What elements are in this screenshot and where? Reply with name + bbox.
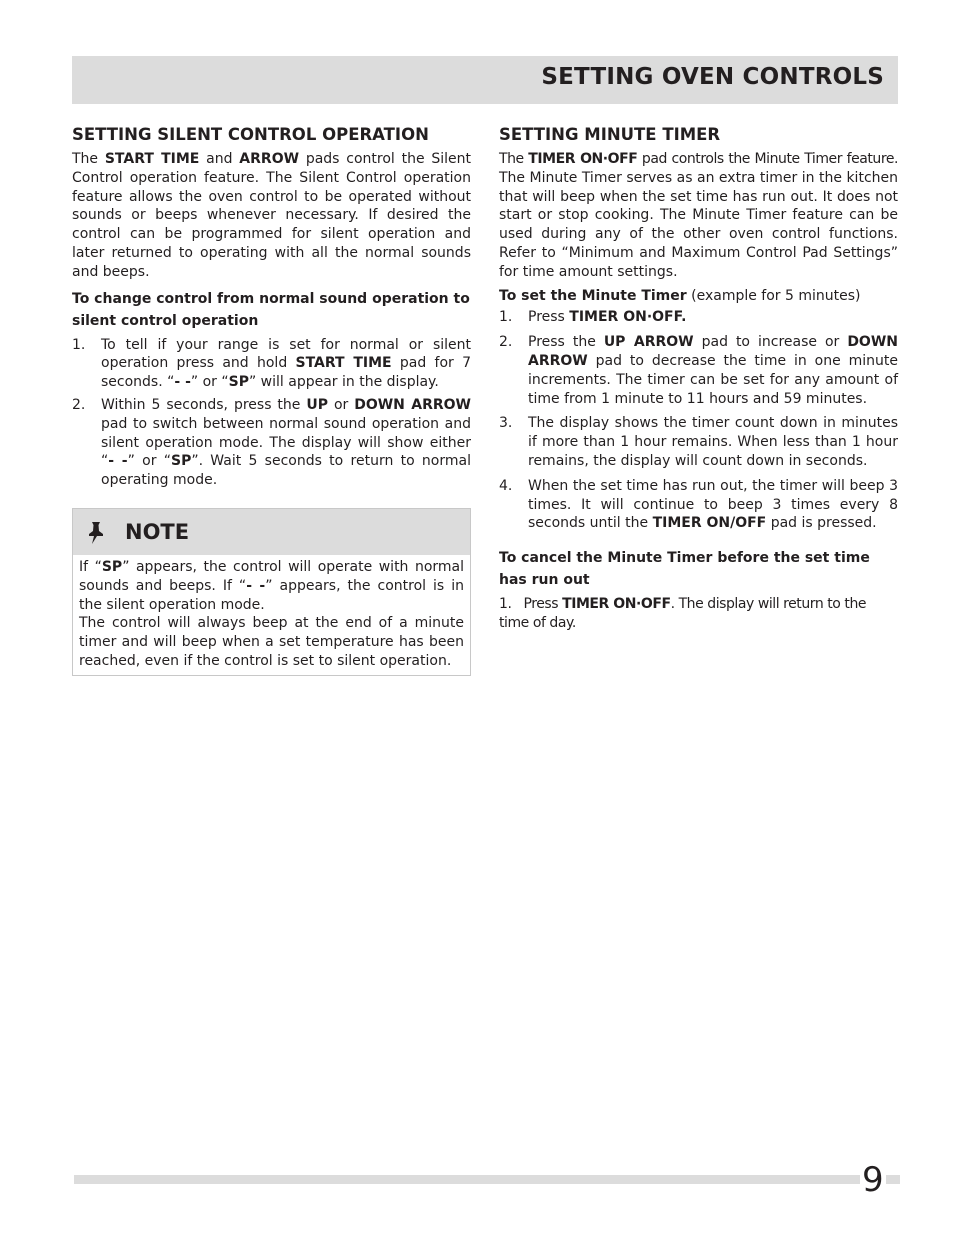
minute-timer-intro: The TIMER ON·OFF pad controls the Minute Timer feature. The Minute Timer serves as an extra timer in the kitchen that will beep when the set time has run out. It does not start or stop cooking. The Minute Timer feature can be used during any of the other oven control functions. Refer to “Minimum and Maximum Control Pad Settings” for time amount settings. xyxy=(499,151,898,280)
list-item: 2. Within 5 seconds, press the UP or DOWN ARROW pad to switch between normal sound operation and silent operation mode. The display will show either “- -” or “SP”. Wait 5 seconds to return to normal operating mode. xyxy=(72,396,471,489)
silent-control-steps xyxy=(72,336,471,490)
list-item: 3. The display shows the timer count down in minutes if more than 1 hour remains. When less than 1 hour remains, the display will count down in seconds. xyxy=(499,415,898,469)
note-paragraph: If “SP” appears, the control will operate with normal sounds and beeps. If “- -” appears, the control is in the silent operation mode. xyxy=(79,558,464,613)
list-item: 4. When the set time has run out, the timer will beep 3 times. It will continue to beep 3 times every 8 seconds until the TIMER ON/OFF pad is pressed. xyxy=(499,477,898,532)
list-item: 1. Press TIMER ON·OFF. xyxy=(499,309,687,326)
list-item: 1. To tell if your range is set for normal or silent operation press and hold START TIME pad for 7 seconds. “- -” or “SP” will appear in the display. xyxy=(72,336,471,391)
set-timer-steps xyxy=(499,308,898,533)
pushpin-icon xyxy=(87,520,109,546)
list-item: 2. Press the UP ARROW pad to increase or DOWN ARROW pad to decrease the time in one minute increments. The timer can be set for any amount of time from 1 minute to 11 hours and 59 minutes. xyxy=(499,334,898,407)
set-timer-subheading: To set the Minute Timer (example for 5 minutes) xyxy=(499,287,861,304)
note-header xyxy=(73,509,470,555)
footer-bar xyxy=(74,1175,900,1184)
silent-control-heading: SETTING SILENT CONTROL OPERATION xyxy=(72,125,429,144)
note-title: NOTE xyxy=(125,519,190,544)
header-bar xyxy=(72,56,898,104)
page-number: 9 xyxy=(862,1160,884,1200)
left-column xyxy=(72,124,471,676)
page-title: SETTING OVEN CONTROLS xyxy=(541,64,884,90)
cancel-timer-step: 1. Press TIMER ON·OFF. The display will return to the time of day. xyxy=(499,596,867,631)
minute-timer-heading: SETTING MINUTE TIMER xyxy=(499,125,721,144)
cancel-timer-subheading: To cancel the Minute Timer before the set time has run out xyxy=(499,550,870,589)
note-body xyxy=(73,555,470,675)
right-column xyxy=(499,124,898,633)
note-paragraph: The control will always beep at the end of a minute timer and will beep when a set temperature has been reached, even if the control is set to silent operation. xyxy=(79,615,464,669)
note-box xyxy=(72,508,471,676)
silent-control-intro: The START TIME and ARROW pads control the Silent Control operation feature. The Silent Control operation feature allows the oven control to be operated without sounds or beeps whenever necessary. If desired the control can be programmed for silent operation and later returned to operating with all the normal sounds and beeps. xyxy=(72,151,471,280)
silent-control-subheading: To change control from normal sound operation to silent control operation xyxy=(72,290,470,329)
